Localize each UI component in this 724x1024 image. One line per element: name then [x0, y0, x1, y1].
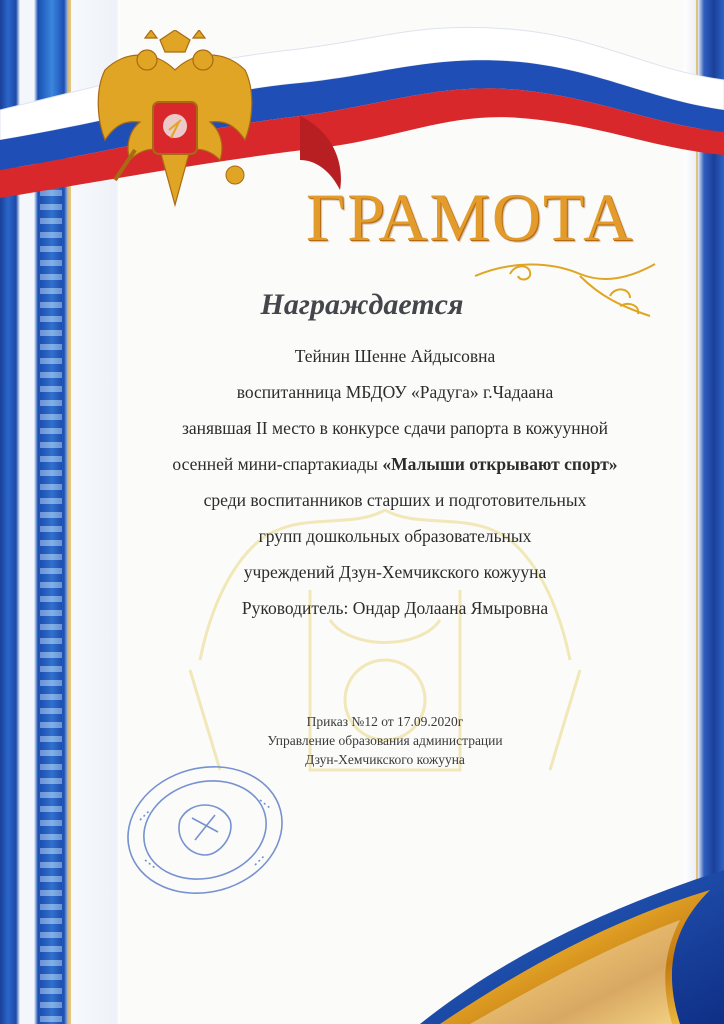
event-name: «Малыши открывают спорт»: [382, 454, 618, 474]
russian-double-headed-eagle-icon: [85, 30, 265, 220]
place-line: занявшая II место в конкурсе сдачи рапорта в кожуунной: [181, 418, 609, 438]
audience-line-2: групп дошкольных образовательных: [258, 526, 532, 546]
order-line: Приказ №12 от 17.09.2020г: [306, 714, 464, 729]
issuer-line-2: Дзун-Хемчикского кожууна: [305, 752, 465, 767]
awarded-heading: Награждается: [260, 288, 464, 321]
official-round-stamp-icon: [120, 760, 290, 900]
certificate-body: [120, 338, 670, 626]
event-line: [120, 446, 670, 482]
audience-line-1: среди воспитанников старших и подготовительных: [203, 490, 587, 510]
issuer-line-1: Управление образования администрации: [267, 733, 503, 748]
page-curl-corner: [380, 810, 724, 1024]
recipient-name: Тейнин Шенне Айдысовна: [294, 346, 496, 366]
audience-line-3: учреждений Дзун-Хемчикского кожууна: [243, 562, 547, 582]
institution-line: воспитанница МБДОУ «Радуга» г.Чадаана: [236, 382, 554, 402]
certificate-title: ГРАМОТА: [305, 179, 635, 255]
supervisor-line: Руководитель: Ондар Долаана Ямыровна: [241, 598, 549, 618]
event-prefix: осенней мини-спартакиады: [172, 454, 383, 474]
